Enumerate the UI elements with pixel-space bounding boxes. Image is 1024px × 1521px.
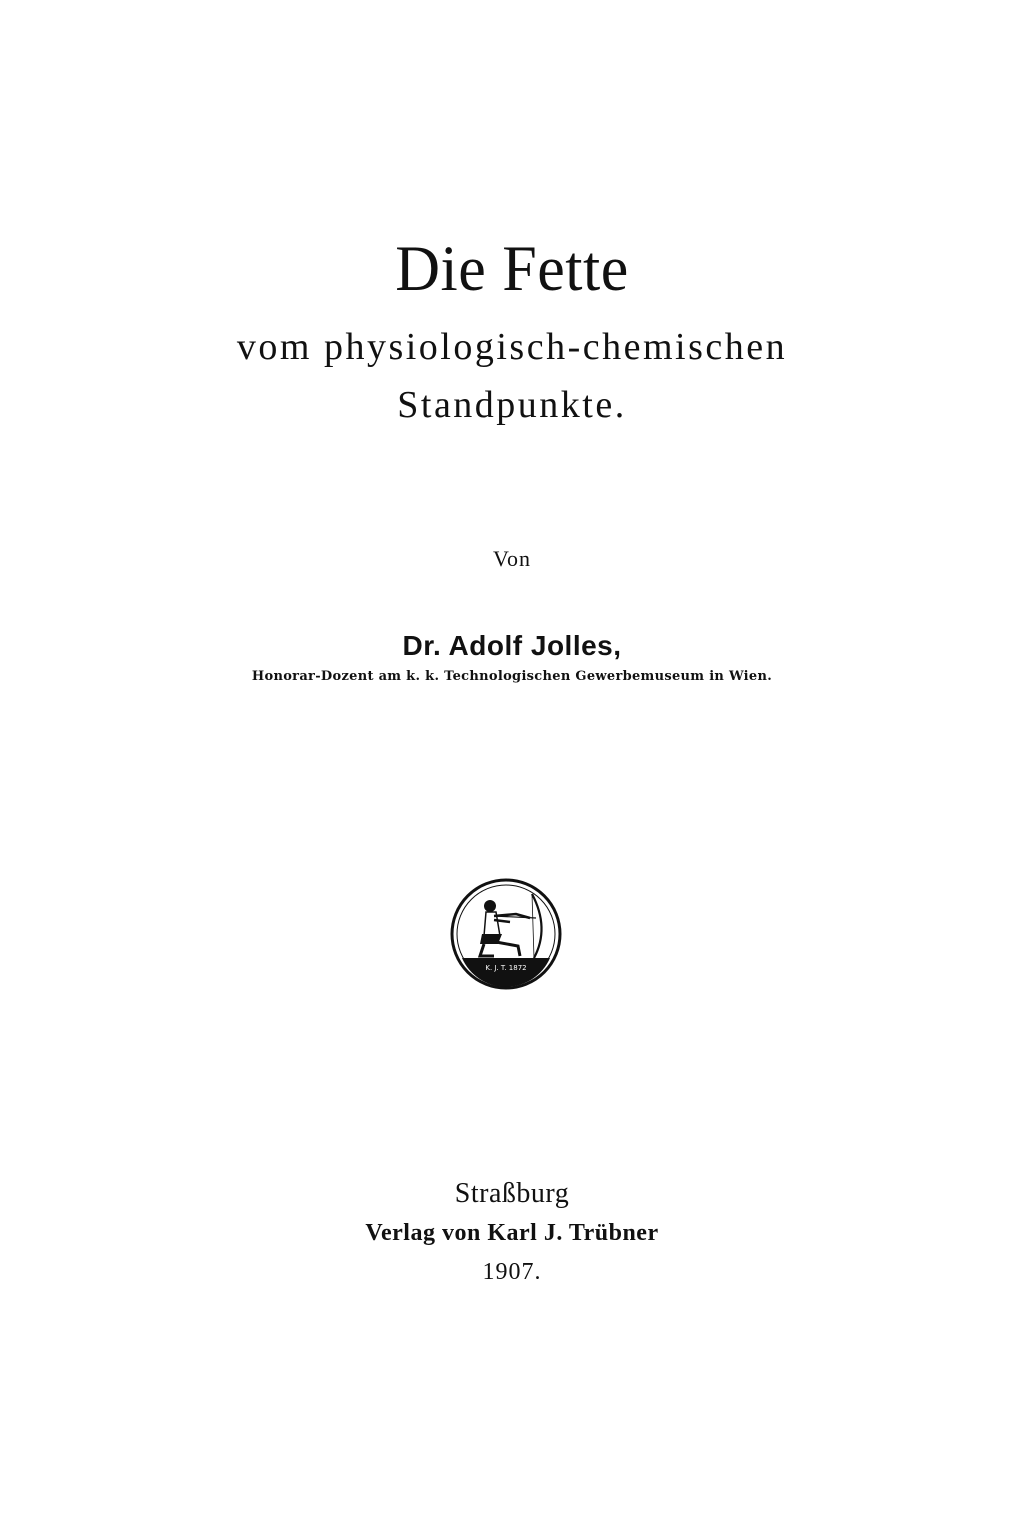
- imprint-publisher: Verlag von Karl J. Trübner: [365, 1220, 659, 1246]
- author-affiliation: Honorar-Dozent am k. k. Technologischen Gewerbemuseum in Wien.: [251, 669, 773, 684]
- subtitle-line-2: Standpunkte.: [397, 384, 627, 426]
- book-title: Die Fette: [395, 233, 629, 305]
- emblem-inscription: K. J. T. 1872: [485, 964, 527, 972]
- imprint-place: Straßburg: [454, 1178, 570, 1209]
- imprint-year: 1907.: [482, 1259, 542, 1285]
- subtitle-line-1: vom physiologisch-chemischen: [236, 326, 788, 368]
- author-name: Dr. Adolf Jolles,: [402, 630, 622, 661]
- kneeling-archer-emblem-icon: [450, 878, 562, 990]
- by-label: Von: [492, 546, 532, 571]
